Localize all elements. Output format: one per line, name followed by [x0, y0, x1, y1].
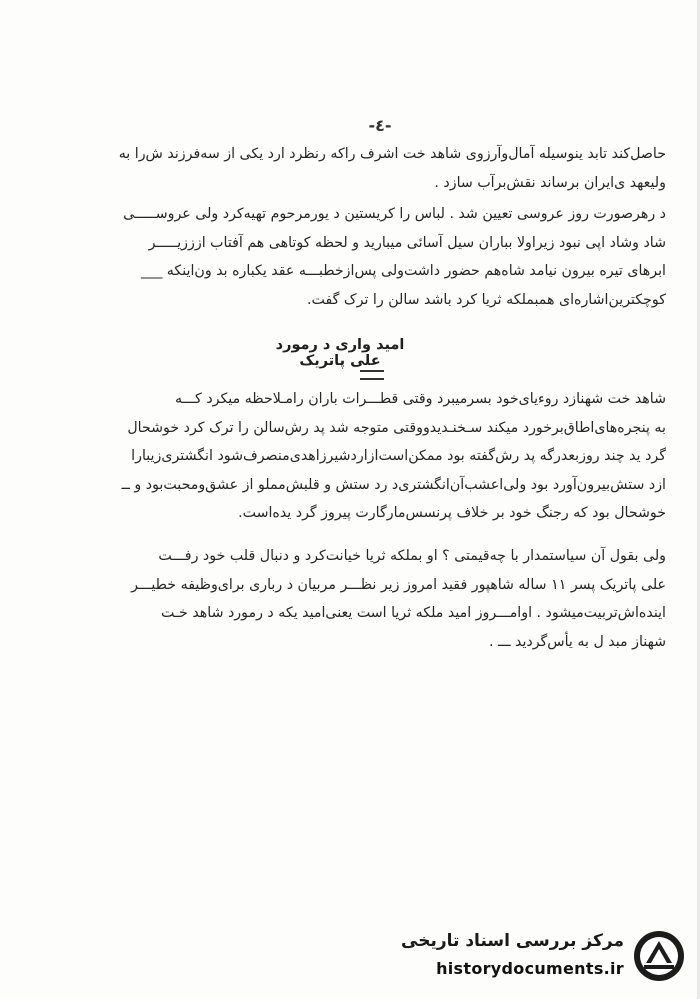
paragraph-2 — [46, 200, 666, 314]
text-line: ازد ستش‌بیرون‌آورد بود ولی‌اعشب‌آن‌انگشتری‌د رد ستش و قلبش‌مملو از عشق‌ومحبت‌بود و ــ — [121, 476, 666, 493]
text-line: کوچکترین‌اشاره‌ای همبملکه ثریا کرد باشد سالن را ترک گفت. — [307, 291, 666, 308]
watermark — [392, 925, 692, 989]
watermark-title: مرکز بررسی اسناد تاریخی — [401, 931, 624, 951]
text-line: ابرهای تیره بیرون نیامد شاه‌هم حضور داشت‌ولی پس‌ازخطبـــه عقد یکباره بد ون‌اینکه ___ — [141, 263, 666, 279]
text-line: ولی بقول آن سیاستمدار با چه‌قیمتی ؟ او بملکه ثریا خیانت‌کرد و دنبال قلب خود رفـــت — [158, 548, 666, 564]
text-line: حاصل‌کند تابد ینوسیله آمال‌وآرزوی شاهد خت اشرف راکه رنظرد ارد یکی از سه‌فرزند ش‌را به — [118, 146, 666, 162]
text-line: به پنجره‌های‌اطاق‌برخورد میکند سـخنـدیدووقتی متوجه شد پد رش‌سالن را ترک کرد خوشحال — [127, 419, 666, 436]
watermark-url: historydocuments.ir — [436, 959, 624, 978]
text-line: د رهرصورت روز عروسی تعیین شد . لباس را کریستین د یورمرحوم تهیه‌کرد ولی عروســـــی — [123, 206, 666, 222]
text-line: ولیعهد ی‌ایران برساند نقش‌برآب سازد . — [434, 174, 666, 191]
text-line: گرد ید چند روزبعدرگه پد رش‌گفته بود ممکن‌است‌ازاردشیرزاهدی‌منصرف‌شود انگشتری‌زیبارا — [131, 448, 666, 464]
page-number: -٤- — [368, 116, 392, 135]
text-line: شهناز مبد ل به یأس‌گردید ـــ . — [489, 633, 666, 650]
text-line: شاد وشاد اپی نبود زیراولا بباران سیل آسائی میبارید و لحظه کوتاهی هم آفتاب ازززیـــــر — [148, 234, 666, 251]
text-line: شاهد خت شهنازد روءیای‌خود بسرمیبرد وقتی قطـــرات باران رامـلاحظه میکرد کـــه — [174, 391, 666, 407]
text-line: خوشحال بود که رجنگ خود بر خلاف پرنسس‌مارگارت پیروز گرد یده‌است. — [238, 505, 666, 521]
paragraph-1 — [46, 140, 666, 197]
text-line: علی پاتریک پسر ١١ ساله شاهپور فقید امروز زیر نظـــر مربیان د رباری برای‌وظیفه خطیـــر — [131, 576, 666, 593]
archive-logo-icon — [632, 929, 686, 983]
section-heading: امید واری د رمورد علی پاتریک — [275, 337, 405, 369]
heading-underline — [360, 370, 384, 380]
paragraph-4 — [46, 542, 666, 656]
paragraph-3 — [46, 385, 666, 528]
text-line: اینده‌اش‌تربیت‌میشود . اوامـــروز امید ملکه ثریا است یعنی‌امید یکه د رمورد شاهد خـت — [160, 605, 666, 621]
